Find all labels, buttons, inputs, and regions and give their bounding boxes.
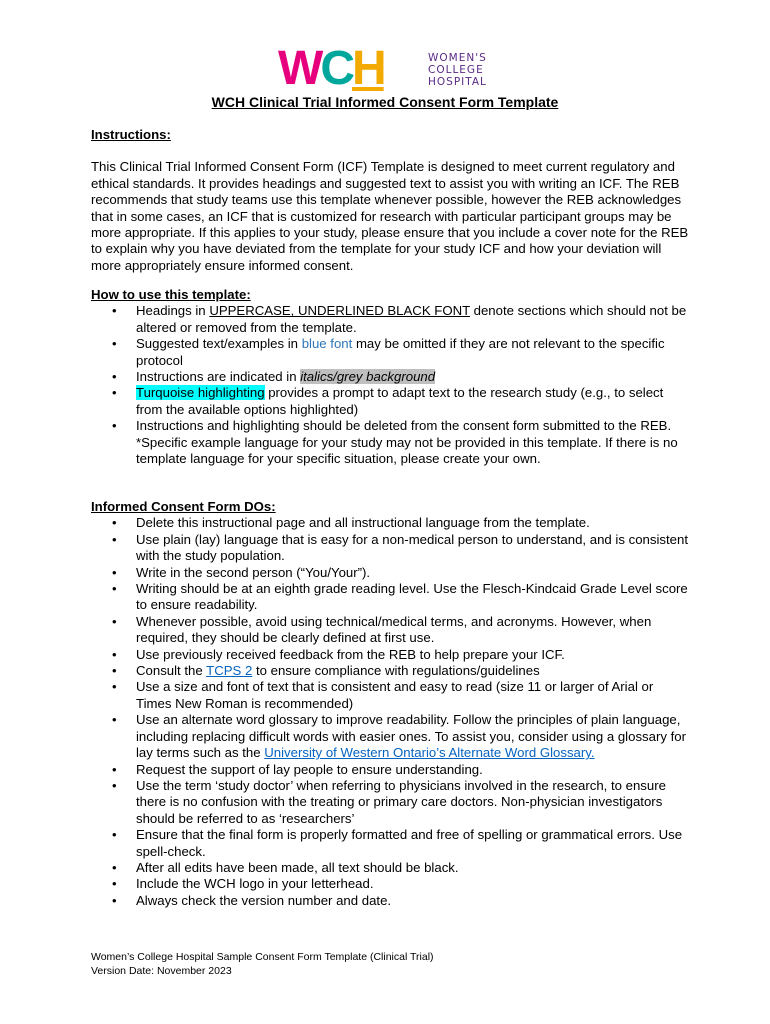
how-to-list: [91, 303, 691, 434]
instructions-paragraph: This Clinical Trial Informed Consent Form (ICF) Template is designed to meet current regulatory and ethical standards. It provides headings and suggested text to assist you with writing an ICF. The REB recommends that study teams use this template whenever possible, however the REB acknowledges that in some cases, an ICF that is customized for research with particular participant groups may be more appropriate. If this applies to your study, please ensure that you include a cover note for the REB to explain why you have deviated from the template for your study ICF and how your deviation will more appropriately ensure informed consent.: [91, 159, 689, 273]
list-item: • Ensure that the final form is properly formatted and free of spelling or grammatical errors. Use spell-check.: [91, 827, 691, 860]
list-item: [91, 418, 691, 434]
list-item: • Use a size and font of text that is consistent and easy to read (size 11 or larger of Arial or Times New Roman is recommended): [91, 679, 691, 712]
logo-wordmark: [428, 52, 487, 88]
list-item: [91, 369, 691, 385]
text: Instructions and highlighting should be deleted from the consent form submitted to the REB.: [136, 418, 672, 434]
list-item: • Use previously received feedback from the REB to help prepare your ICF.: [91, 647, 691, 663]
turquoise-highlight-text: Turquoise highlighting: [136, 385, 265, 401]
list-item: • Include the WCH logo in your letterhead.: [91, 876, 691, 892]
footer-version-date: Version Date: November 2023: [91, 964, 232, 977]
dos-section: [91, 499, 691, 909]
list-item: • Use plain (lay) language that is easy for a non-medical person to understand, and is consistent with the study population.: [91, 532, 691, 565]
list-item: • Write in the second person (“You/Your”).: [91, 565, 691, 581]
text: to ensure compliance with regulations/guidelines: [252, 663, 540, 679]
list-item: [91, 385, 691, 418]
grey-highlight-text: italics/grey background: [300, 369, 436, 385]
dos-heading: Informed Consent Form DOs:: [91, 499, 276, 514]
text: Suggested text/examples in: [136, 336, 302, 352]
list-item: • Use the term ‘study doctor’ when referring to physicians involved in the research, to ensure there is no confusion with the treating or primary care doctors. Non-physician investigators should be referred to as ‘researchers’: [91, 778, 691, 827]
how-to-note: *Specific example language for your study may not be provided in this template. If there is no template language for your specific situation, please create your own.: [136, 434, 678, 467]
wch-logo-mark: [278, 44, 384, 94]
list-item: [91, 303, 691, 336]
logo-text-line: COLLEGE: [428, 64, 484, 76]
list-item: • Delete this instructional page and all instructional language from the template.: [91, 515, 691, 531]
wch-logo: [278, 44, 518, 94]
list-item: [91, 336, 691, 369]
instructions-section: [91, 127, 691, 274]
logo-text-line: WOMEN'S: [428, 52, 487, 64]
list-item: • Always check the version number and date.: [91, 893, 691, 909]
instructions-heading: Instructions:: [91, 127, 171, 142]
underlined-text: UPPERCASE, UNDERLINED BLACK FONT: [209, 303, 470, 319]
tcps2-link[interactable]: TCPS 2: [206, 663, 253, 679]
how-to-section: [91, 287, 691, 467]
glossary-link[interactable]: University of Western Ontario’s Alternate Word Glossary.: [264, 745, 595, 761]
list-item: • After all edits have been made, all text should be black.: [91, 860, 691, 876]
logo-text-line: HOSPITAL: [428, 76, 487, 88]
list-item: • Request the support of lay people to ensure understanding.: [91, 762, 691, 778]
logo-letter-c: C: [320, 42, 352, 95]
page-footer: [91, 951, 434, 978]
dos-list: [91, 515, 691, 909]
logo-letter-h: H: [351, 42, 384, 95]
blue-text: blue font: [301, 336, 353, 352]
text: Headings in: [136, 303, 210, 319]
text: Instructions are indicated in: [136, 369, 301, 385]
footer-title: Women’s College Hospital Sample Consent Form Template (Clinical Trial): [91, 951, 434, 963]
list-item: [91, 663, 691, 679]
text: Consult the: [136, 663, 207, 679]
list-item: • Whenever possible, avoid using technical/medical terms, and acronyms. However, when required, they should be clearly defined at first use.: [91, 614, 691, 647]
text: Use an alternate word glossary to improve readability. Follow the principles of plain language, including replacing difficult words with easier ones. To assist you, consider using a glossary for lay terms such as the: [136, 712, 687, 761]
list-item: [91, 712, 691, 761]
document-title: WCH Clinical Trial Informed Consent Form Template: [211, 94, 559, 110]
how-to-heading: How to use this template:: [91, 287, 251, 302]
text: may be omitted if they are not relevant to the specific protocol: [136, 336, 665, 368]
text: denote sections which should not be altered or removed from the template.: [136, 303, 687, 335]
list-item: • Writing should be at an eighth grade reading level. Use the Flesch-Kindcaid Grade Level score to ensure readability.: [91, 581, 691, 614]
logo-letter-w: W: [278, 42, 321, 95]
text: provides a prompt to adapt text to the research study (e.g., to select from the available options highlighted): [136, 385, 664, 417]
